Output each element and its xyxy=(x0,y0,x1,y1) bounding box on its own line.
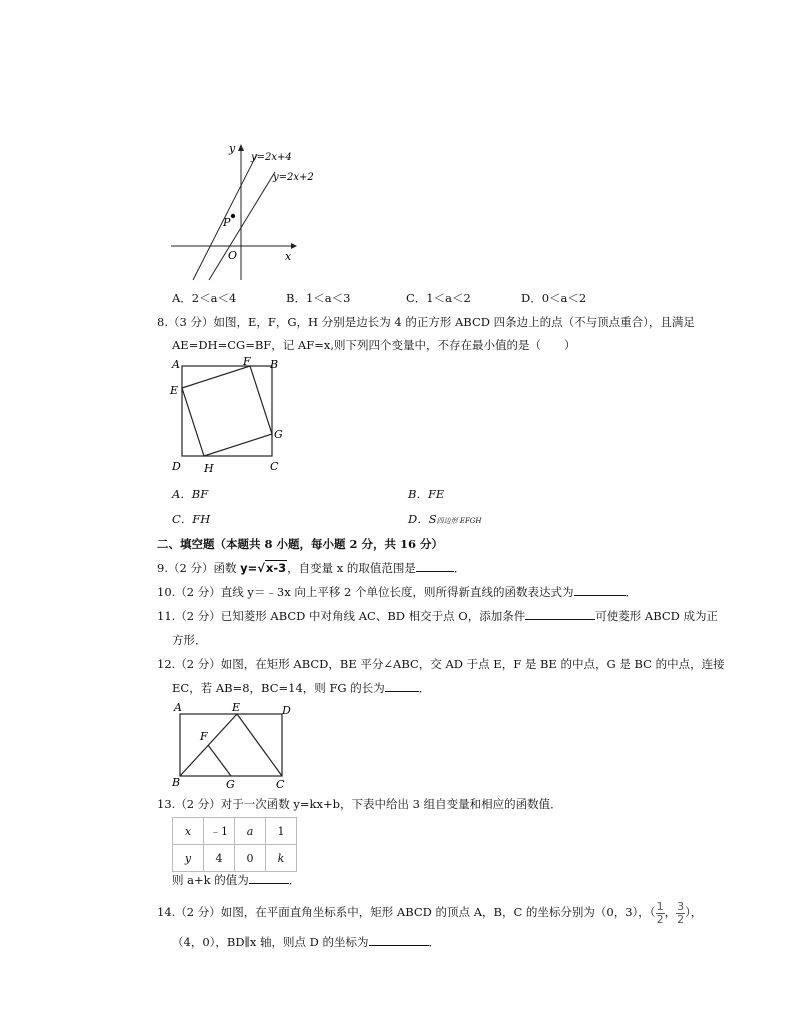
q8-option-d-prefix: D．S xyxy=(408,512,437,526)
line-y-2x-2 xyxy=(209,172,275,280)
label-f: F xyxy=(200,730,208,743)
q7-option-b: B．1＜a＜3 xyxy=(286,291,351,305)
q14-line1: 14.（2 分）如图，在平面直角坐标系中，矩形 ABCD 的顶点 A，B，C 的坐标分别为（0，3），（ $\frac{1}{2}$ ， $\frac{3}{2}$ ）， xyxy=(157,899,703,926)
q9-post: ，自变量 x 的取值范围是 xyxy=(287,561,416,575)
q9-radicand: x-3 xyxy=(265,561,287,575)
table-cell: a xyxy=(235,818,266,845)
table-cell: y xyxy=(173,845,204,872)
q12-answer-blank[interactable] xyxy=(385,680,419,692)
label-f: F xyxy=(243,355,251,368)
q14-fraction-2: $\frac{3}{2}$ xyxy=(677,899,685,926)
point-p-label: P xyxy=(223,216,231,229)
q12-figure xyxy=(170,700,298,792)
label-a: A xyxy=(172,358,180,371)
label-e: E xyxy=(232,701,241,714)
label-g: G xyxy=(226,778,235,791)
label-e: E xyxy=(170,384,179,397)
label-d: D xyxy=(282,704,291,717)
table-cell: ﹣1 xyxy=(204,818,235,845)
q9-pre: 9.（2 分）函数 xyxy=(157,561,241,575)
q13-answer-blank[interactable] xyxy=(249,872,289,884)
label-b: B xyxy=(270,358,279,371)
q8-line2: AE=DH=CG=BF，记 AF=x,则下列四个变量中，不存在最小值的是（ ） xyxy=(172,338,576,352)
q12-line2: EC，若 AB=8，BC=14，则 FG 的长为 ． xyxy=(172,681,431,695)
q14-answer-blank[interactable] xyxy=(369,934,429,946)
q7-option-c: C．1＜a＜2 xyxy=(406,291,471,305)
q11-line2: 方形． xyxy=(172,633,207,647)
q8-option-c: C．FH xyxy=(172,512,211,526)
q8-option-d-sub: 四边形 EFGH xyxy=(436,517,482,525)
table-cell: 4 xyxy=(204,845,235,872)
point-p xyxy=(231,214,235,218)
q10-answer-blank[interactable] xyxy=(574,584,626,596)
q10: 10.（2 分）直线 y＝﹣3x 向上平移 2 个单位长度，则所得新直线的函数表达式为 ． xyxy=(157,585,637,599)
q8-option-b: B．FE xyxy=(408,487,445,501)
q8-option-a: A．BF xyxy=(172,487,209,501)
label-c: C xyxy=(276,778,285,791)
y-axis-label: y xyxy=(229,142,236,155)
q11-post: 可使菱形 ABCD 成为正 xyxy=(595,609,719,623)
quad-efgh xyxy=(182,366,272,456)
label-c: C xyxy=(270,460,279,473)
rectangle-abcd xyxy=(180,714,282,776)
table-cell: 0 xyxy=(235,845,266,872)
q9: 9.（2 分）函数 y=√x-3，自变量 x 的取值范围是 ． xyxy=(157,561,466,575)
table-cell: 1 xyxy=(266,818,297,845)
q7-option-a: A．2＜a＜4 xyxy=(172,291,237,305)
segment-ec xyxy=(237,714,282,776)
label-g: G xyxy=(274,428,283,441)
table-row xyxy=(173,818,297,845)
x-axis-arrow xyxy=(291,243,297,249)
segment-fg xyxy=(208,745,231,776)
q11-answer-blank[interactable] xyxy=(525,608,595,620)
q14-line2: （4，0），BD∥x 轴，则点 D 的坐标为 ． xyxy=(172,935,441,949)
y-axis-arrow xyxy=(238,144,244,151)
q8-line1: 8.（3 分）如图，E，F，G，H 分别是边长为 4 的正方形 ABCD 四条边上的点（不与顶点重合），且满足 xyxy=(157,315,695,329)
label-h: H xyxy=(204,462,214,475)
origin-label: O xyxy=(228,249,238,262)
q13-line1: 13.（2 分）对于一次函数 y=kx+b，下表中给出 3 组自变量和相应的函数值． xyxy=(157,797,562,811)
q11-line1 xyxy=(157,608,718,624)
q14-fraction-1: $\frac{1}{2}$ xyxy=(656,899,664,926)
q7-figure xyxy=(165,138,314,288)
label-b: B xyxy=(172,776,181,789)
q12-line1: 12.（2 分）如图，在矩形 ABCD，BE 平分∠ABC，交 AD 于点 E，F 是 BE 的中点，G 是 BC 的中点，连接 xyxy=(157,657,725,671)
section-2-heading: 二、填空题（本题共 8 小题，每小题 2 分，共 16 分） xyxy=(157,537,444,551)
q9-answer-blank[interactable] xyxy=(416,560,454,572)
q9-func: y=√x-3 xyxy=(240,561,287,575)
q8-figure xyxy=(168,356,298,478)
square-abcd xyxy=(182,366,272,456)
q8-option-d xyxy=(408,511,482,527)
q11-pre: 11.（2 分）已知菱形 ABCD 中对角线 AC、BD 相交于点 O，添加条件 xyxy=(157,609,526,623)
table-cell: x xyxy=(173,818,204,845)
q13-value-table xyxy=(172,817,297,872)
x-axis-label: x xyxy=(285,250,292,263)
label-a: A xyxy=(174,701,182,714)
line1-label: y=2x+4 xyxy=(251,152,292,163)
table-row xyxy=(173,845,297,872)
label-d: D xyxy=(172,460,181,473)
q13-line2: 则 a+k 的值为 ． xyxy=(172,873,301,887)
line2-label: y=2x+2 xyxy=(273,172,314,183)
q10-text: 10.（2 分）直线 y＝﹣3x 向上平移 2 个单位长度，则所得新直线的函数表达式为 xyxy=(157,585,574,599)
table-cell: k xyxy=(266,845,297,872)
q7-option-d: D．0＜a＜2 xyxy=(521,291,587,305)
